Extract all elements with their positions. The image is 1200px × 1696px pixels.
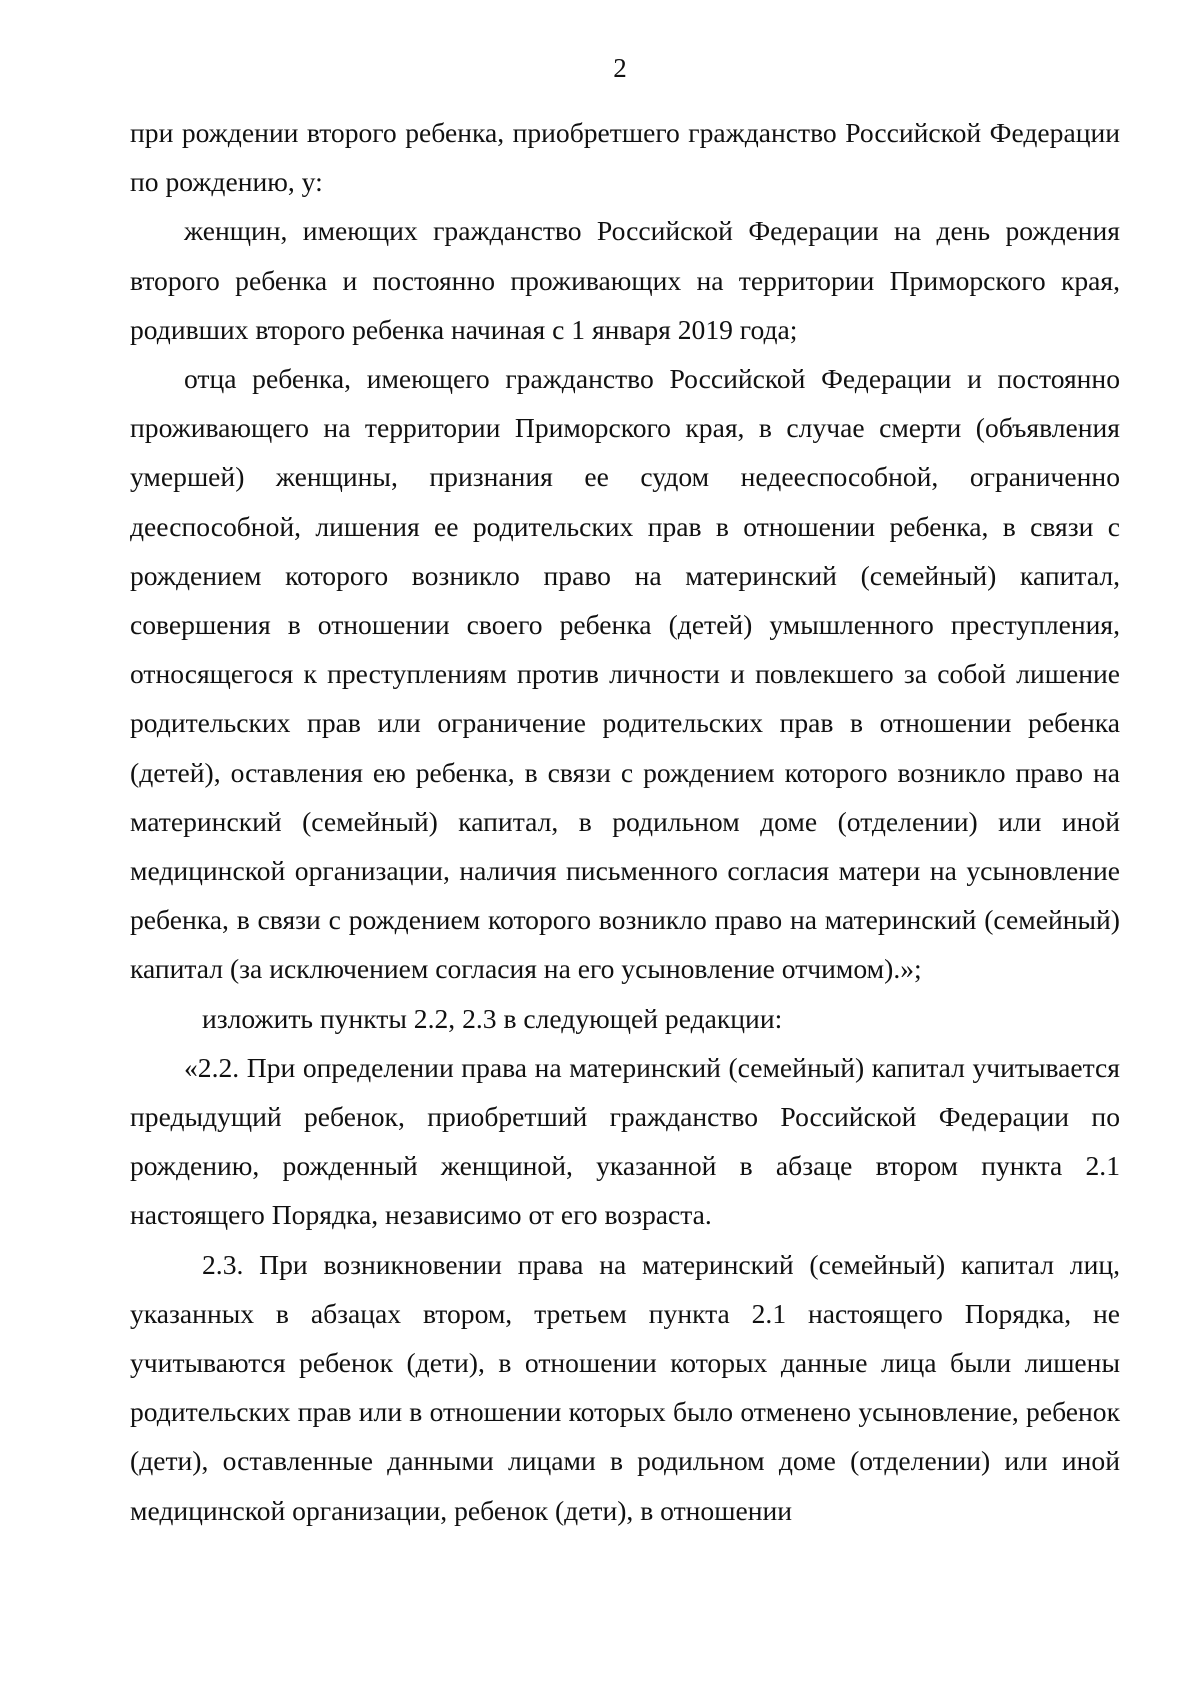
paragraph-amendment-intro: изложить пункты 2.2, 2.3 в следующей редакции: bbox=[202, 1002, 783, 1034]
paragraph-continuation: при рождении второго ребенка, приобретшего гражданство Российской Федерации по рождению, у: bbox=[130, 117, 1120, 198]
paragraph-clause-2-2: «2.2. При определении права на материнский (семейный) капитал учитывается предыдущий ребенок, приобретший гражданство Российской Федерации по рождению, рожденный женщиной, указанной в абзаце втором пункта 2.1 настоящего Порядка, независимо от его возраста. bbox=[130, 1051, 1120, 1231]
page-number: 2 bbox=[613, 53, 627, 83]
paragraph-women-eligibility: женщин, имеющих гражданство Российской Федерации на день рождения второго ребенка и постоянно проживающих на территории Приморского края, родивших второго ребенка начиная с 1 января 2019 года; bbox=[130, 215, 1120, 345]
paragraph-clause-2-3: 2.3. При возникновении права на материнский (семейный) капитал лиц, указанных в абзацах втором, третьем пункта 2.1 настоящего Порядка, не учитываются ребенок (дети), в отношении которых данные лица были лишены родительских прав или в отношении которых было отменено усыновление, ребенок (дети), оставленные данными лицами в родильном доме (отделении) или иной медицинской организации, ребенок (дети), в отношении bbox=[130, 1248, 1120, 1526]
document-body bbox=[130, 108, 1120, 1535]
paragraph-father-eligibility: отца ребенка, имеющего гражданство Российской Федерации и постоянно проживающего на территории Приморского края, в случае смерти (объявления умершей) женщины, признания ее судом недееспособной, ограниченно дееспособной, лишения ее родительских прав в отношении ребенка, в связи с рождением которого возникло право на материнский (семейный) капитал, совершения в отношении своего ребенка (детей) умышленного преступления, относящегося к преступлениям против личности и повлекшего за собой лишение родительских прав или ограничение родительских прав в отношении ребенка (детей), оставления ею ребенка, в связи с рождением которого возникло право на материнский (семейный) капитал, в родильном доме (отделении) или иной медицинской организации, наличия письменного согласия матери на усыновление ребенка, в связи с рождением которого возникло право на материнский (семейный) капитал (за исключением согласия на его усыновление отчимом).»; bbox=[130, 363, 1120, 985]
